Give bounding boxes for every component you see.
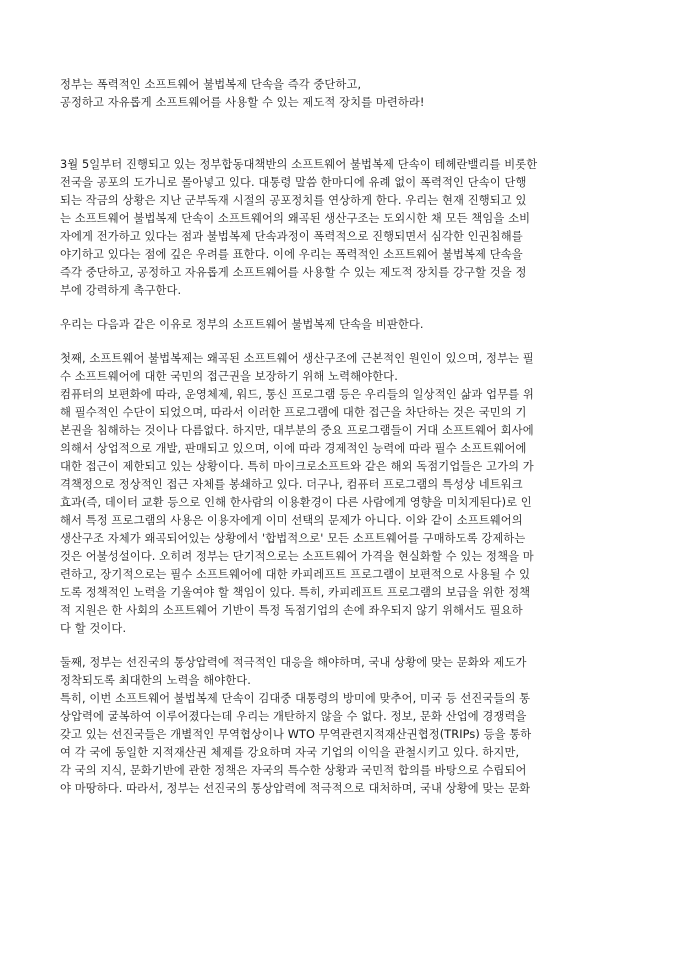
paragraph-intro	[60, 156, 620, 300]
second-line-7: 각 국의 지식, 문화기반에 관한 정책은 자국의 특수한 상황과 국민적 합의를 바탕으로 수립되어	[60, 764, 527, 777]
first-line-14: 도록 정책적인 노력을 기울여야 할 책임이 있다. 특히, 카피레프트 프로그램의 보급을 위한 정책	[60, 586, 531, 599]
first-line-5: 본권을 침해하는 것이나 다름없다. 하지만, 대부분의 중요 프로그램들이 거대 소프트웨어 회사에	[60, 424, 534, 437]
first-line-10: 해서 특정 프로그램의 사용은 이용자에게 이미 선택의 문제가 아니다. 이와 같이 소프트웨어의	[60, 514, 523, 527]
second-line-2: 정착되도록 최대한의 노력을 해야한다.	[60, 674, 251, 687]
first-line-15: 적 지원은 한 사회의 소프트웨어 기반이 특정 독점기업의 손에 좌우되지 않기 위해서도 필요하	[60, 604, 523, 617]
paragraph-criticism-lead: 우리는 다음과 같은 이유로 정부의 소프트웨어 불법복제 단속을 비판한다.	[60, 318, 424, 331]
intro-line-3: 되는 작금의 상황은 지난 군부독재 시절의 공포정치를 연상하게 한다. 우리는 현재 진행되고 있	[60, 194, 527, 207]
first-line-4: 해 필수적인 수단이 되었으며, 따라서 이러한 프로그램에 대한 접근을 차단하는 것은 국민의 기	[60, 406, 527, 419]
intro-line-8: 부에 강력하게 촉구한다.	[60, 284, 182, 297]
second-line-1: 둘째, 정부는 선진국의 통상압력에 적극적인 대응을 해야하며, 국내 상황에 맞는 문화와 제도가	[60, 656, 527, 669]
second-line-6: 여 각 국에 동일한 지적재산권 체제를 강요하며 자국 기업의 이익을 관철시키고 있다. 하지만,	[60, 746, 520, 759]
document-page	[60, 76, 620, 798]
intro-line-4: 는 소프트웨어 불법복제 단속이 소프트웨어의 왜곡된 생산구조는 도외시한 채 모든 책임을 소비	[60, 212, 531, 225]
second-line-5: 갖고 있는 선진국들은 개별적인 무역협상이나 WTO 무역관련지적재산권협정(TRIPs) 등을 통하	[60, 728, 532, 741]
first-line-8: 격책정으로 정상적인 접근 자체를 봉쇄하고 있다. 더구나, 컴퓨터 프로그램의 특성상 네트워크	[60, 478, 523, 491]
first-line-9: 효과(즉, 데이터 교환 등으로 인해 한사람의 이용환경이 다른 사람에게 영향을 미치게된다)로 인	[60, 496, 532, 509]
intro-line-5: 자에게 전가하고 있다는 점과 불법복제 단속과정이 폭력적으로 진행되면서 심각한 인권침해를	[60, 230, 523, 243]
title-line-1: 정부는 폭력적인 소프트웨어 불법복제 단속을 즉각 중단하고,	[60, 78, 362, 91]
first-line-2: 수 소프트웨어에 대한 국민의 접근권을 보장하기 위해 노력해야한다.	[60, 370, 398, 383]
title-line-2: 공정하고 자유롭게 소프트웨어를 사용할 수 있는 제도적 장치를 마련하라!	[60, 96, 425, 109]
first-line-13: 련하고, 장기적으로는 필수 소프트웨어에 대한 카피레프트 프로그램이 보편적으로 사용될 수 있	[60, 568, 531, 581]
intro-line-1: 3월 5일부터 진행되고 있는 정부합동대책반의 소프트웨어 불법복제 단속이 테헤란밸리를 비롯한	[60, 158, 538, 171]
second-line-8: 야 마땅하다. 따라서, 정부는 선진국의 통상압력에 적극적으로 대처하며, 국내 상황에 맞는 문화	[60, 782, 531, 795]
first-line-6: 의해서 상업적으로 개발, 판매되고 있으며, 이에 따라 경제적인 능력에 따라 필수 소프트웨어에	[60, 442, 527, 455]
first-line-12: 것은 어불성설이다. 오히려 정부는 단기적으로는 소프트웨어 가격을 현실화할 수 있는 정책을 마	[60, 550, 534, 563]
first-line-7: 대한 접근이 제한되고 있는 상황이다. 특히 마이크로소프트와 같은 해외 독점기업들은 고가의 가	[60, 460, 534, 473]
second-line-4: 상압력에 굴복하여 이루어졌다는데 우리는 개탄하지 않을 수 없다. 정보, 문화 산업에 경쟁력을	[60, 710, 527, 723]
paragraph-second-point	[60, 654, 620, 798]
first-line-1: 첫째, 소프트웨어 불법복제는 왜곡된 소프트웨어 생산구조에 근본적인 원인이 있으며, 정부는 필	[60, 352, 534, 365]
second-line-3: 특히, 이번 소프트웨어 불법복제 단속이 김대중 대통령의 방미에 맞추어, 미국 등 선진국들의 통	[60, 692, 531, 705]
title-spacer	[60, 112, 620, 156]
first-line-3: 컴퓨터의 보편화에 따라, 운영체제, 워드, 통신 프로그램 등은 우리들의 일상적인 삶과 업무를 위	[60, 388, 534, 401]
first-line-11: 생산구조 자체가 왜곡되어있는 상황에서 '합법적으로' 모든 소프트웨어를 구매하도록 강제하는	[60, 532, 526, 545]
intro-line-2: 전국을 공포의 도가니로 몰아넣고 있다. 대통령 말씀 한마디에 유례 없이 폭력적인 단속이 단행	[60, 176, 527, 189]
intro-line-7: 즉각 중단하고, 공정하고 자유롭게 소프트웨어를 사용할 수 있는 제도적 장치를 강구할 것을 정	[60, 266, 527, 279]
paragraph-first-point	[60, 350, 620, 638]
intro-line-6: 야기하고 있다는 점에 깊은 우려를 표한다. 이에 우리는 폭력적인 소프트웨어 불법복제 단속을	[60, 248, 523, 261]
first-line-16: 다 할 것이다.	[60, 622, 127, 635]
